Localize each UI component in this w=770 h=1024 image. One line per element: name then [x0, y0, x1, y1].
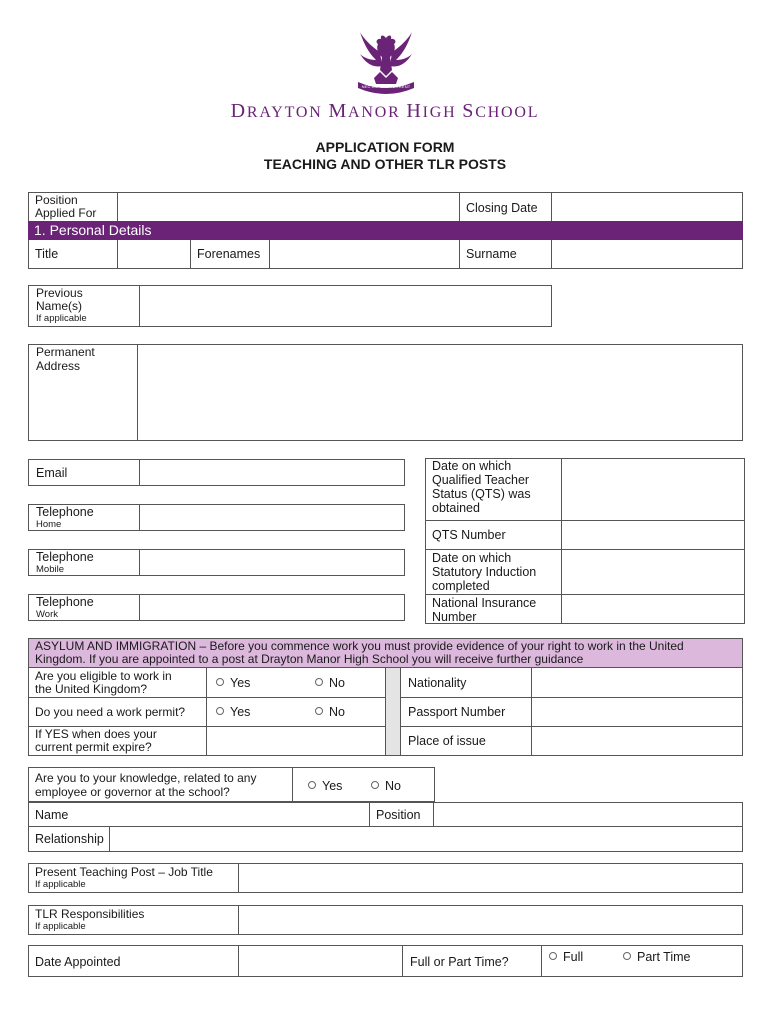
relation-yes-radio[interactable]: Yes	[308, 779, 342, 793]
induction-date-label: Date on which Statutory Induction completed	[432, 551, 537, 593]
forenames-label: Forenames	[197, 247, 261, 261]
relation-no-radio[interactable]: No	[371, 779, 401, 793]
previous-names-label: Previous Name(s) If applicable	[36, 286, 87, 324]
previous-names-input[interactable]	[140, 286, 551, 326]
eligible-question: Are you eligible to work in the United Kingdom?	[35, 669, 172, 696]
position-applied-for-input[interactable]	[118, 193, 459, 220]
relation-position-label: Position	[376, 808, 421, 822]
asylum-heading: ASYLUM AND IMMIGRATION – Before you commence work you must provide evidence of your right to work in the United Kingdom. If you are appointed to a post at Drayton Manor High School you will receive further guidance	[35, 639, 684, 666]
full-time-radio[interactable]: Full	[549, 950, 583, 964]
permit-expiry-question: If YES when does your current permit expire?	[35, 727, 157, 754]
permit-no-radio[interactable]: No	[315, 705, 345, 719]
passport-number-input[interactable]	[532, 698, 742, 726]
address-label: Permanent Address	[36, 345, 95, 373]
passport-number-label: Passport Number	[408, 705, 506, 719]
part-time-radio[interactable]: Part Time	[623, 950, 691, 964]
forenames-input[interactable]	[270, 241, 459, 268]
qts-date-label: Date on which Qualified Teacher Status (QTS) was obtained	[432, 459, 531, 515]
place-of-issue-label: Place of issue	[408, 734, 486, 748]
relationship-input[interactable]	[110, 827, 742, 851]
work-telephone-label: Telephone Work	[36, 595, 94, 620]
form-subtitle: TEACHING AND OTHER TLR POSTS	[263, 156, 507, 172]
relation-name-input[interactable]	[110, 803, 368, 826]
permit-yes-radio[interactable]: Yes	[216, 705, 250, 719]
email-input[interactable]	[140, 460, 404, 485]
ni-number-input[interactable]	[562, 595, 744, 623]
job-title-input[interactable]	[239, 864, 742, 892]
eligible-yes-radio[interactable]: Yes	[216, 676, 250, 690]
job-title-label: Present Teaching Post – Job Title If applicable	[35, 865, 213, 890]
ni-number-label: National Insurance Number	[432, 596, 537, 624]
relation-question: Are you to your knowledge, related to any employee or governor at the school?	[35, 771, 257, 799]
tlr-label: TLR Responsibilities If applicable	[35, 907, 145, 932]
date-appointed-input[interactable]	[239, 946, 402, 976]
position-label: Position Applied For	[35, 193, 97, 220]
school-name: DRAYTON MANOR HIGH SCHOOL	[230, 100, 540, 122]
date-appointed-label: Date Appointed	[35, 955, 121, 969]
home-telephone-label: Telephone Home	[36, 505, 94, 530]
personal-details-heading: 1. Personal Details	[34, 222, 152, 238]
email-label: Email	[36, 466, 68, 480]
full-part-time-label: Full or Part Time?	[410, 955, 509, 969]
home-telephone-input[interactable]	[140, 505, 404, 530]
nationality-label: Nationality	[408, 676, 467, 690]
qts-number-label: QTS Number	[432, 528, 506, 542]
permit-expiry-input[interactable]	[207, 727, 385, 755]
nationality-input[interactable]	[532, 668, 742, 697]
relation-name-label: Name	[35, 808, 69, 822]
form-title: APPLICATION FORM	[315, 139, 455, 155]
mobile-telephone-input[interactable]	[140, 550, 404, 575]
surname-input[interactable]	[552, 241, 742, 268]
place-of-issue-input[interactable]	[532, 727, 742, 755]
surname-label: Surname	[466, 247, 517, 261]
permit-question: Do you need a work permit?	[35, 705, 186, 719]
address-input[interactable]	[138, 345, 742, 440]
title-label: Title	[35, 247, 59, 261]
crest-motto: NEC ASPERA TERRENT	[361, 84, 411, 89]
qts-date-input[interactable]	[562, 459, 744, 520]
asylum-divider-shade	[386, 668, 400, 755]
induction-date-input[interactable]	[562, 550, 744, 594]
eligible-no-radio[interactable]: No	[315, 676, 345, 690]
mobile-telephone-label: Telephone Mobile	[36, 550, 94, 575]
relation-position-input[interactable]	[434, 803, 742, 826]
closing-date-label: Closing Date	[466, 201, 538, 215]
relationship-label: Relationship	[35, 832, 104, 846]
qts-number-input[interactable]	[562, 521, 744, 549]
work-telephone-input[interactable]	[140, 595, 404, 620]
closing-date-input[interactable]	[552, 193, 742, 220]
tlr-input[interactable]	[239, 906, 742, 934]
title-input[interactable]	[118, 241, 190, 268]
